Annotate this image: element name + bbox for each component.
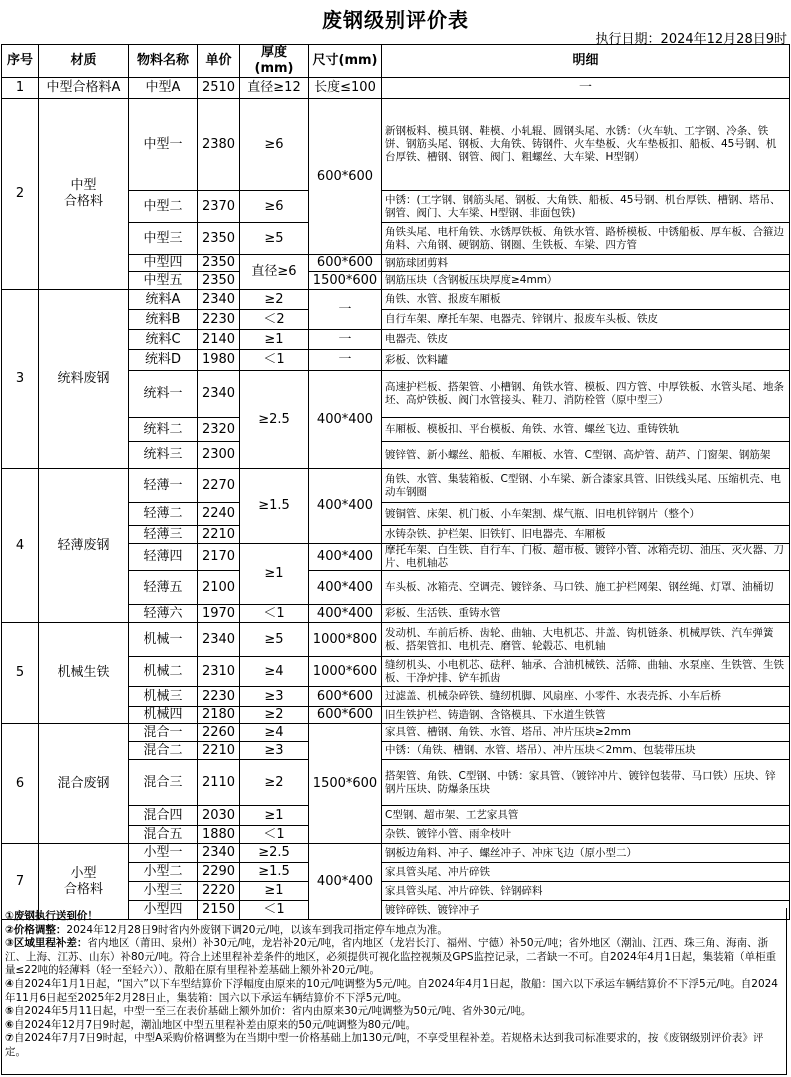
execution-date: 执行日期：2024年12月28日9时 [595, 32, 787, 47]
detail-cell: 中锈：(工字钢、钢筋头尾、钢板、大角铁、船板、45号钢、机台厚铁、槽钢、塔吊、钢管、阀门、大车梁、H型钢、非面包铁) [382, 191, 790, 223]
table-cell: 400*400 [309, 571, 382, 605]
table-cell: 一 [309, 330, 382, 350]
table-cell: 2030 [198, 806, 240, 826]
table-cell: 机械三 [129, 687, 198, 707]
table-cell: 小型二 [129, 863, 198, 882]
detail-cell: 车头板、冰箱壳、空调壳、镀锌条、马口铁、施工护栏网架、钢丝绳、灯罩、油桶切 [382, 571, 790, 605]
table-cell: 4 [2, 469, 39, 623]
table-cell: 2220 [198, 882, 240, 901]
table-cell: ≥1 [240, 806, 309, 826]
table-cell: 一 [382, 78, 790, 99]
table-cell: 600*600 [309, 99, 382, 255]
table-cell: 600*600 [309, 707, 382, 724]
table-cell: 小型三 [129, 882, 198, 901]
table-cell: 混合四 [129, 806, 198, 826]
table-cell: 机械一 [129, 623, 198, 657]
table-cell: 2340 [198, 290, 240, 310]
table-cell: 统料B [129, 310, 198, 330]
detail-cell: 角铁头尾、电杆角铁、水锈厚铁板、角铁水管、路桥模板、中锈船板、厚车板、合箍边角料、六角钢、硬钢筋、钢圈、生铁板、车梁、四方管 [382, 223, 790, 255]
table-cell: 中型二 [129, 191, 198, 223]
table-cell: ＜2 [240, 310, 309, 330]
note-text: 省内地区（莆田、泉州）补30元/吨，龙岩补20元/吨，省内地区（龙岩长汀、福州、宁德）补50元/吨；省外地区（潮汕、江西、珠三角、海南、浙江、上海、江苏、山东）补80元/吨。符合上述里程补差条件的地区，必须提供可视化监控视频及GPS监控记录，二者缺一不可。自2024年4月1日起，集装箱（单柜重量≤22吨的轻薄料（轻一至轻六））、散船在原有里程补差基础上额外补20元/吨。 [5, 937, 777, 977]
detail-cell: 钢筋压块（含钢板压块厚度≥4mm） [382, 272, 790, 290]
table-cell: 5 [2, 623, 39, 724]
table-cell: 轻薄三 [129, 526, 198, 544]
detail-cell: 镀锌管、新小螺丝、船板、车厢板、水管、C型钢、高炉管、葫芦、门窗架、钢筋架 [382, 442, 790, 469]
detail-cell: 过滤盖、机械杂碎铁、缝纫机脚、风扇座、小零件、水表壳拆、小车后桥 [382, 687, 790, 707]
detail-cell: 中锈：（角铁、槽钢、水管、塔吊）、冲片压块＜2mm、包装带压块 [382, 742, 790, 760]
table-cell: ≥2.5 [240, 844, 309, 863]
table-cell: 2340 [198, 844, 240, 863]
table-cell: 400*400 [309, 371, 382, 469]
note-lead: ⑦ [5, 1032, 14, 1045]
table-cell: ≥1.5 [240, 469, 309, 544]
note-lead: ②价格调整： [5, 923, 67, 936]
table-cell: 统料D [129, 350, 198, 371]
detail-cell: 旧生铁护栏、铸造钢、含铬模具、下水道生铁管 [382, 707, 790, 724]
detail-cell: 镀锌碎铁、镀锌冲子 [382, 901, 790, 920]
detail-cell: 家具管头尾、冲片碎铁 [382, 863, 790, 882]
table-cell: ≥6 [240, 191, 309, 223]
table-cell: ≥1 [240, 882, 309, 901]
table-cell: 统料C [129, 330, 198, 350]
detail-cell: 彩板、饮料罐 [382, 350, 790, 371]
table-cell: 统料三 [129, 442, 198, 469]
table-cell: 机械二 [129, 657, 198, 687]
table-row [2, 99, 790, 191]
table-header-row [2, 45, 790, 78]
table-cell: 7 [2, 844, 39, 920]
table-cell: 2350 [198, 223, 240, 255]
table-cell: 2300 [198, 442, 240, 469]
table-cell: 混合三 [129, 760, 198, 806]
table-cell: 2310 [198, 657, 240, 687]
table-cell: 1 [2, 78, 39, 99]
table-cell: 2270 [198, 469, 240, 503]
table-cell: 2110 [198, 760, 240, 806]
table-row [2, 290, 790, 310]
table-row [2, 724, 790, 742]
detail-cell: 镀铜管、床架、机门板、小车架割、煤气瓶、旧电机锌钢片（整个） [382, 503, 790, 526]
table-cell: 混合二 [129, 742, 198, 760]
table-cell: 2350 [198, 255, 240, 272]
table-cell: ≥5 [240, 623, 309, 657]
table-cell: 2260 [198, 724, 240, 742]
note-text: 自2024年1月1日起，“国六”以下车型结算价下浮幅度由原来的10元/吨调整为5元/吨。自2024年4月1日起，散船：国六以下承运车辆结算价不下浮5元/吨。自2024年11月6日起至2025年2月28日止，集装箱：国六以下承运车辆结算价不下浮5元/吨。 [5, 977, 778, 1004]
table-cell: 直径≥12 [240, 78, 309, 99]
table-row [2, 78, 790, 99]
header-index: 序号 [2, 45, 39, 78]
table-cell: 400*400 [309, 844, 382, 920]
table-cell: 2240 [198, 503, 240, 526]
table-row [2, 844, 790, 863]
detail-cell: 高速护栏板、搭架管、小槽钢、角铁水管、模板、四方管、中厚铁板、水管头尾、地条坯、高炉铁板、阀门水管接头、鞋刀、消防栓管（原中型三） [382, 371, 790, 418]
detail-cell: 彩板、生活铁、重铸水管 [382, 605, 790, 623]
table-cell: 中型四 [129, 255, 198, 272]
table-row [2, 469, 790, 503]
table-cell: 混合一 [129, 724, 198, 742]
note-lead: ①废钢执行送到价！ [5, 910, 98, 922]
table-cell: 2350 [198, 272, 240, 290]
table-cell: ≥3 [240, 742, 309, 760]
note-item [5, 978, 783, 1005]
detail-cell: 角铁、水管、集装箱板、C型钢、小车梁、新合漆家具管、旧铁线头尾、压缩机壳、电动车钢圈 [382, 469, 790, 503]
table-cell: 2210 [198, 526, 240, 544]
table-cell: ≥3 [240, 687, 309, 707]
table-cell: 600*600 [309, 687, 382, 707]
note-text: 自2024年12月7日9时起，潮汕地区中型五里程补差由原来的50元/吨调整为80元/吨。 [13, 1018, 417, 1031]
table-cell: ＜1 [240, 901, 309, 920]
detail-cell: 新钢板料、模具钢、鞋模、小轧辊、圆钢头尾、水锈：（火车轨、工字钢、冷条、铁饼、钢筋头尾、钢板、大角铁、铸钢件、火车垫板、火车垫板扣、船板、45号钢、机台厚铁、槽钢、钢管、阀门、粗螺丝、大车梁、H型钢） [382, 99, 790, 191]
note-lead: ⑥ [5, 1018, 14, 1031]
table-cell: 机械生铁 [39, 623, 129, 724]
detail-cell: 自行车架、摩托车架、电器壳、锌钢片、报废车头板、铁皮 [382, 310, 790, 330]
header-unit-price: 单价 [198, 45, 240, 78]
note-item [5, 924, 783, 938]
table-cell: 2510 [198, 78, 240, 99]
table-cell: 轻薄一 [129, 469, 198, 503]
table-cell: 小型四 [129, 901, 198, 920]
note-item [5, 937, 783, 978]
table-cell: 6 [2, 724, 39, 844]
table-cell: 机械四 [129, 707, 198, 724]
detail-cell: 车厢板、模板扣、平台模板、角铁、水管、螺丝飞边、重铸铁轨 [382, 418, 790, 442]
table-cell: 长度≤100 [309, 78, 382, 99]
table-cell: 400*400 [309, 605, 382, 623]
table-cell: 1500*600 [309, 724, 382, 844]
detail-cell: 缝纫机头、小电机芯、砝秤、轴承、合油机械铁、活筛、曲轴、水泵座、生铁管、生铁板、干净炉排、铲车抓齿 [382, 657, 790, 687]
table-cell: 2210 [198, 742, 240, 760]
table-cell: 1970 [198, 605, 240, 623]
note-lead: ④ [5, 977, 14, 990]
table-cell: ＜1 [240, 605, 309, 623]
detail-cell: 搭架管、角铁、C型钢、中锈：家具管、（镀锌冲片、镀锌包装带、马口铁）压块、锌钢片压块、防爆条压块 [382, 760, 790, 806]
note-text: 自2024年7月7日9时起，中型A采购价格调整为在当期中型一价格基础上加130元/吨，不享受里程补差。若规格未达到我司标准要求的，按《废钢级别评价表》评定。 [5, 1032, 764, 1058]
table-cell: 一 [309, 350, 382, 371]
table-cell: 2290 [198, 863, 240, 882]
table-cell: 一 [309, 290, 382, 330]
page-title: 废钢级别评价表 [322, 8, 469, 32]
table-cell: 混合五 [129, 826, 198, 844]
note-item [5, 1005, 783, 1019]
table-cell: 统料一 [129, 371, 198, 418]
table-cell: 2180 [198, 707, 240, 724]
table-cell: 1980 [198, 350, 240, 371]
table-cell: 轻薄二 [129, 503, 198, 526]
header-item-name: 物料名称 [129, 45, 198, 78]
detail-cell: 杂铁、镀锌小管、雨伞枝叶 [382, 826, 790, 844]
table-cell: 2230 [198, 687, 240, 707]
table-cell: ≥6 [240, 99, 309, 191]
note-item [5, 910, 783, 924]
table-cell: 轻薄废钢 [39, 469, 129, 623]
table-cell: 1000*800 [309, 623, 382, 657]
table-cell: ≥2.5 [240, 371, 309, 469]
table-cell: 2340 [198, 623, 240, 657]
detail-cell: 钢筋球团剪料 [382, 255, 790, 272]
table-cell: 1880 [198, 826, 240, 844]
table-cell: 小型一 [129, 844, 198, 863]
table-cell: 轻薄四 [129, 544, 198, 571]
table-cell: 中型一 [129, 99, 198, 191]
table-cell: 小型 合格料 [39, 844, 129, 920]
table-cell: ≥1 [240, 330, 309, 350]
note-item [5, 1019, 783, 1033]
table-cell: ≥2 [240, 290, 309, 310]
detail-cell: 家具管、槽钢、角铁、水管、塔吊、冲片压块≥2mm [382, 724, 790, 742]
table-row [2, 623, 790, 657]
table-cell: 400*400 [309, 469, 382, 544]
table-cell: 轻薄五 [129, 571, 198, 605]
table-cell: 600*600 [309, 255, 382, 272]
table-cell: 400*400 [309, 544, 382, 571]
table-cell: 混合废钢 [39, 724, 129, 844]
table-cell: ≥4 [240, 657, 309, 687]
detail-cell: 水铸杂铁、护栏架、旧铁钉、旧电器壳、车厢板 [382, 526, 790, 544]
table-cell: 中型三 [129, 223, 198, 255]
detail-cell: 钢板边角料、冲子、螺丝冲子、冲床飞边（原小型二） [382, 844, 790, 863]
header-material: 材质 [39, 45, 129, 78]
table-cell: 2100 [198, 571, 240, 605]
table-cell: 统料A [129, 290, 198, 310]
note-item [5, 1032, 783, 1059]
table-cell: ≥1 [240, 544, 309, 605]
table-cell: ≥4 [240, 724, 309, 742]
detail-cell: 家具管头尾、冲片碎铁、锌钢碎料 [382, 882, 790, 901]
table-cell: ≥2 [240, 707, 309, 724]
table-cell: ≥5 [240, 223, 309, 255]
table-cell: 统料废钢 [39, 290, 129, 469]
table-cell: 2230 [198, 310, 240, 330]
table-cell: 3 [2, 290, 39, 469]
table-cell: 2340 [198, 371, 240, 418]
table-cell: 2140 [198, 330, 240, 350]
note-text: 自2024年5月11日起，中型一至三在表价基础上额外加价：省内由原来30元/吨调整为50元/吨、省外30元/吨。 [13, 1005, 532, 1018]
table-cell: 统料二 [129, 418, 198, 442]
header-thickness: 厚度(mm) [240, 45, 309, 78]
detail-cell: C型钢、超市架、工艺家具管 [382, 806, 790, 826]
table-cell: 2170 [198, 544, 240, 571]
detail-cell: 角铁、水管、报废车厢板 [382, 290, 790, 310]
table-cell: 1500*600 [309, 272, 382, 290]
table-cell: 轻薄六 [129, 605, 198, 623]
header-detail: 明细 [382, 45, 790, 78]
table-cell: ＜1 [240, 826, 309, 844]
table-body [2, 78, 790, 920]
table-cell: 2 [2, 99, 39, 290]
detail-cell: 发动机、车前后桥、齿轮、曲轴、大电机芯、井盖、钩机链条、机械厚铁、汽车弹簧板、搭架管扣、电机壳、磨管、轮毂芯、电机轴 [382, 623, 790, 657]
table-cell: ≥2 [240, 760, 309, 806]
note-lead: ⑤ [5, 1005, 14, 1018]
table-cell: ＜1 [240, 350, 309, 371]
table-cell: 中型五 [129, 272, 198, 290]
table-cell: 1000*600 [309, 657, 382, 687]
detail-cell: 摩托车架、白生铁、自行车、门板、超市板、镀锌小管、冰箱壳切、油压、灭火器、刀片、电机轴芯 [382, 544, 790, 571]
note-text: 2024年12月28日9时省内外废钢下调20元/吨，以该车到我司指定停车地点为准。 [66, 923, 448, 936]
table-cell: 2320 [198, 418, 240, 442]
notes-section [1, 908, 787, 1075]
table-cell: 中型A [129, 78, 198, 99]
table-cell: 2380 [198, 99, 240, 191]
table-cell: 直径≥6 [240, 255, 309, 290]
table-cell: ≥1.5 [240, 863, 309, 882]
table-cell: 2370 [198, 191, 240, 223]
detail-cell: 电器壳、铁皮 [382, 330, 790, 350]
grading-table [1, 44, 790, 920]
table-cell: 中型 合格料 [39, 99, 129, 290]
table-cell: 2150 [198, 901, 240, 920]
header-size: 尺寸(mm) [309, 45, 382, 78]
note-lead: ③区域里程补差： [5, 937, 88, 950]
table-cell: 中型合格料A [39, 78, 129, 99]
